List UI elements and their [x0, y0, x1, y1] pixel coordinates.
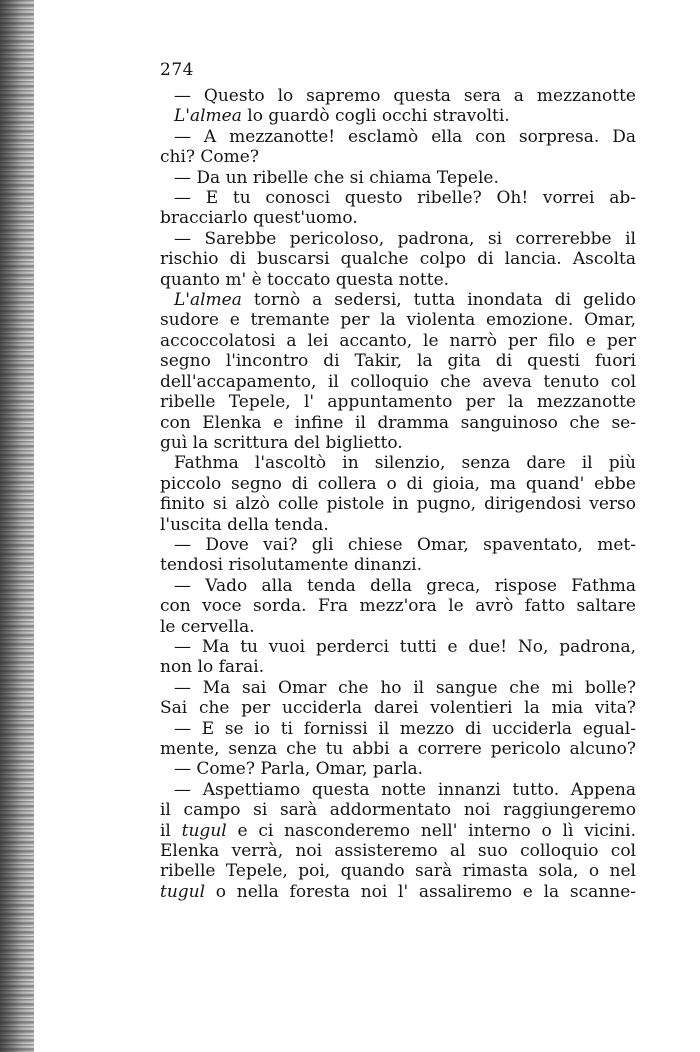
text-fragment: il [160, 820, 182, 841]
text-fragment: L'almea [174, 290, 242, 311]
text-line: — Questo lo sapremo questa sera a mezzanotte [174, 86, 636, 106]
text-line [160, 882, 636, 902]
page-number: 274 [160, 60, 194, 80]
text-fragment: o nella foresta noi l' assaliremo e la scanne- [205, 881, 636, 902]
text-line: guì la scrittura del biglietto. [160, 432, 403, 453]
text-fragment: tugul [181, 820, 227, 841]
text-line: Fathma l'ascoltò in silenzio, senza dare il più [174, 453, 636, 474]
text-line: le cervella. [160, 616, 255, 637]
text-line: — E se io ti fornissi il mezzo di ucciderla egual- [174, 718, 636, 739]
text-line: — Ma sai Omar che ho il sangue che mi bolle? [174, 677, 636, 698]
text-line: Sai che per ucciderla darei volentieri la mia vita? [160, 698, 636, 719]
text-line: rischio di buscarsi qualche colpo di lancia. Ascolta [160, 249, 636, 270]
text-line: segno l'incontro di Takir, la gita di questi fuori [160, 351, 636, 372]
text-line: piccolo segno di collera o di gioia, ma quand' ebbe [160, 473, 636, 494]
text-line: mente, senza che tu abbi a correre pericolo alcuno? [160, 739, 636, 759]
text-line: — Aspettiamo questa notte innanzi tutto. Appena [174, 779, 636, 800]
text-line: — Sarebbe pericoloso, padrona, si correrebbe il [174, 228, 636, 249]
text-line: con Elenka e infine il dramma sanguinoso che se- [160, 412, 636, 433]
text-fragment: lo guardò cogli occhi stravolti. [241, 106, 510, 127]
text-line: non lo farai. [160, 657, 265, 678]
text-line: finito si alzò colle pistole in pugno, dirigendosi verso [160, 494, 636, 515]
text-fragment: L'almea [174, 106, 242, 127]
text-line: l'uscita della tenda. [160, 514, 329, 535]
text-fragment: tugul [160, 881, 206, 902]
text-line: — A mezzanotte! esclamò ella con sorpresa. Da [174, 126, 636, 147]
text-line: con voce sorda. Fra mezz'ora le avrò fatto saltare [160, 596, 636, 617]
text-line [160, 821, 636, 841]
text-line: chi? Come? [160, 147, 259, 168]
text-line: quanto m' è toccato questa notte. [160, 269, 450, 290]
text-line: — Come? Parla, Omar, parla. [174, 759, 424, 780]
text-line: ribelle Tepele, l' appuntamento per la mezzanotte [160, 392, 636, 413]
binding-edge [0, 0, 34, 1052]
text-line: bracciarlo quest'uomo. [160, 208, 358, 229]
text-fragment: tornò a sedersi, tutta inondata di gelido [241, 290, 636, 311]
text-line: — Vado alla tenda della greca, rispose Fathma [174, 575, 636, 596]
text-line: — Ma tu vuoi perderci tutti e due! No, padrona, [174, 636, 636, 657]
text-line [160, 106, 636, 126]
text-line: accoccolatosi a lei accanto, le narrò per filo e per [160, 330, 636, 351]
text-line: — Dove vai? gli chiese Omar, spaventato, met- [174, 534, 636, 555]
text-line: ribelle Tepele, poi, quando sarà rimasta sola, o nel [160, 861, 636, 882]
text-line: il campo si sarà addormentato noi raggiungeremo [160, 800, 636, 821]
text-line: dell'accapamento, il colloquio che aveva tenuto col [160, 371, 636, 392]
text-line: — E tu conosci questo ribelle? Oh! vorrei ab- [174, 188, 636, 209]
text-fragment: e ci nasconderemo nell' interno o lì vicini. [226, 820, 636, 841]
text-line: tendosi risolutamente dinanzi. [160, 555, 422, 576]
page-text [160, 86, 636, 902]
text-line: — Da un ribelle che si chiama Tepele. [174, 167, 499, 188]
text-line: sudore e tremante per la violenta emozione. Omar, [160, 310, 636, 331]
text-line: Elenka verrà, noi assisteremo al suo colloquio col [160, 841, 636, 862]
text-line [160, 290, 636, 310]
